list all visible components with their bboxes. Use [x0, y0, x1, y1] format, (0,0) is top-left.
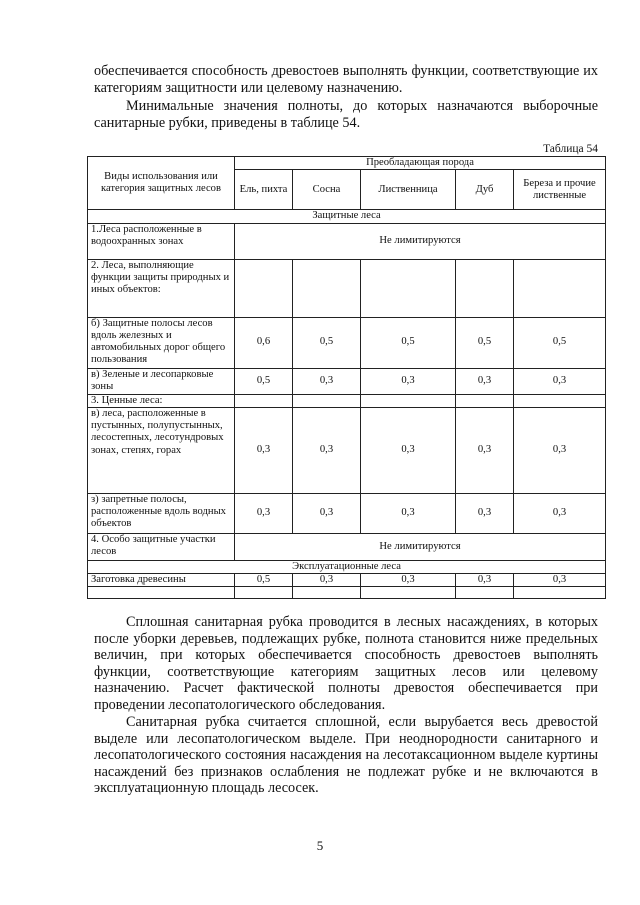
table-row: [88, 223, 606, 259]
table-row: [88, 317, 606, 368]
value-cell: 0,6: [235, 317, 293, 368]
section-exploitation-forests: Эксплуатационные леса: [88, 560, 606, 573]
empty-cell: [235, 587, 293, 599]
merged-not-limited: Не лимитируются: [235, 223, 606, 259]
paragraph-clear-cut-definition: Санитарная рубка считается сплошной, если вырубается весь древостой выделе или лесопатологическом выделе. При неоднородности санитарного и лесопатологического состояния насаждения на лесотаксационном выделе куртины насаждений без признаков ослабления не подлежат рубке и не включаются в эксплуатационную площадь лесосек.: [94, 714, 598, 797]
table-row: [88, 259, 606, 317]
row-label: 3. Ценные леса:: [88, 394, 235, 407]
empty-cell: [514, 259, 606, 317]
empty-cell: [456, 587, 514, 599]
value-cell: 0,3: [361, 368, 456, 394]
paragraph-clear-cut: Сплошная санитарная рубка проводится в лесных насаждениях, в которых после уборки деревьев, подлежащих рубке, полнота становится ниже предельных величин, при которых обеспечивается способность древостоев выполнять функции, соответствующие категориям защитных лесов или целевому назначению. Расчет фактической полноты древостоя обеспечивается при проведении лесопатологического обследования.: [94, 614, 598, 713]
value-cell: 0,3: [361, 493, 456, 533]
header-species-group: Преобладающая порода: [235, 157, 606, 170]
value-cell: 0,3: [293, 368, 361, 394]
paragraph-table-reference: Минимальные значения полноты, до которых назначаются выборочные санитарные рубки, приведены в таблице 54.: [94, 98, 598, 131]
section-row-protective: [88, 210, 606, 223]
table-header-row: [88, 157, 606, 170]
table-row: [88, 574, 606, 587]
row-label: 2. Леса, выполняющие функции защиты природных и иных объектов:: [88, 259, 235, 317]
row-label: з) запретные полосы, расположенные вдоль водных объектов: [88, 493, 235, 533]
table-row: [88, 407, 606, 493]
value-cell: 0,3: [235, 407, 293, 493]
empty-cell: [88, 587, 235, 599]
empty-cell: [514, 394, 606, 407]
row-label: Заготовка древесины: [88, 574, 235, 587]
table-trailing-row: [88, 587, 606, 599]
value-cell: 0,3: [456, 368, 514, 394]
empty-cell: [361, 394, 456, 407]
value-cell: 0,3: [514, 368, 606, 394]
min-density-table: [87, 156, 606, 599]
table-row: [88, 394, 606, 407]
value-cell: 0,3: [293, 574, 361, 587]
empty-cell: [514, 587, 606, 599]
empty-cell: [361, 259, 456, 317]
merged-not-limited: Не лимитируются: [235, 533, 606, 560]
value-cell: 0,5: [235, 368, 293, 394]
value-cell: 0,5: [456, 317, 514, 368]
value-cell: 0,3: [514, 493, 606, 533]
table-row: [88, 368, 606, 394]
row-label: в) леса, расположенные в пустынных, полупустынных, лесостепных, лесотундровых зонах, степях, горах: [88, 407, 235, 493]
table-caption: Таблица 54: [543, 143, 598, 155]
empty-cell: [235, 259, 293, 317]
value-cell: 0,3: [235, 493, 293, 533]
empty-cell: [456, 259, 514, 317]
paragraph-intro: обеспечивается способность древостоев выполнять функции, соответствующие их категориям защитности или целевому назначению.: [94, 63, 598, 96]
table-row: [88, 533, 606, 560]
table-row: [88, 493, 606, 533]
value-cell: 0,5: [514, 317, 606, 368]
header-oak: Дуб: [456, 170, 514, 210]
row-label: 4. Особо защитные участки лесов: [88, 533, 235, 560]
value-cell: 0,5: [293, 317, 361, 368]
value-cell: 0,5: [361, 317, 456, 368]
row-label: в) Зеленые и лесопарковые зоны: [88, 368, 235, 394]
empty-cell: [293, 259, 361, 317]
header-spruce-fir: Ель, пихта: [235, 170, 293, 210]
empty-cell: [293, 587, 361, 599]
value-cell: 0,3: [514, 407, 606, 493]
value-cell: 0,3: [293, 407, 361, 493]
value-cell: 0,3: [514, 574, 606, 587]
empty-cell: [361, 587, 456, 599]
section-protective-forests: Защитные леса: [88, 210, 606, 223]
empty-cell: [235, 394, 293, 407]
header-category: Виды использования или категория защитных лесов: [88, 157, 235, 210]
empty-cell: [293, 394, 361, 407]
value-cell: 0,3: [456, 493, 514, 533]
row-label: 1.Леса расположенные в водоохранных зонах: [88, 223, 235, 259]
page-number: 5: [316, 838, 324, 853]
value-cell: 0,3: [293, 493, 361, 533]
value-cell: 0,3: [456, 574, 514, 587]
value-cell: 0,3: [361, 407, 456, 493]
header-birch-other: Береза и прочие лиственные: [514, 170, 606, 210]
row-label: б) Защитные полосы лесов вдоль железных и автомобильных дорог общего пользования: [88, 317, 235, 368]
header-larch: Лиственница: [361, 170, 456, 210]
header-pine: Сосна: [293, 170, 361, 210]
value-cell: 0,3: [361, 574, 456, 587]
empty-cell: [456, 394, 514, 407]
value-cell: 0,5: [235, 574, 293, 587]
section-row-exploitation: [88, 560, 606, 573]
value-cell: 0,3: [456, 407, 514, 493]
